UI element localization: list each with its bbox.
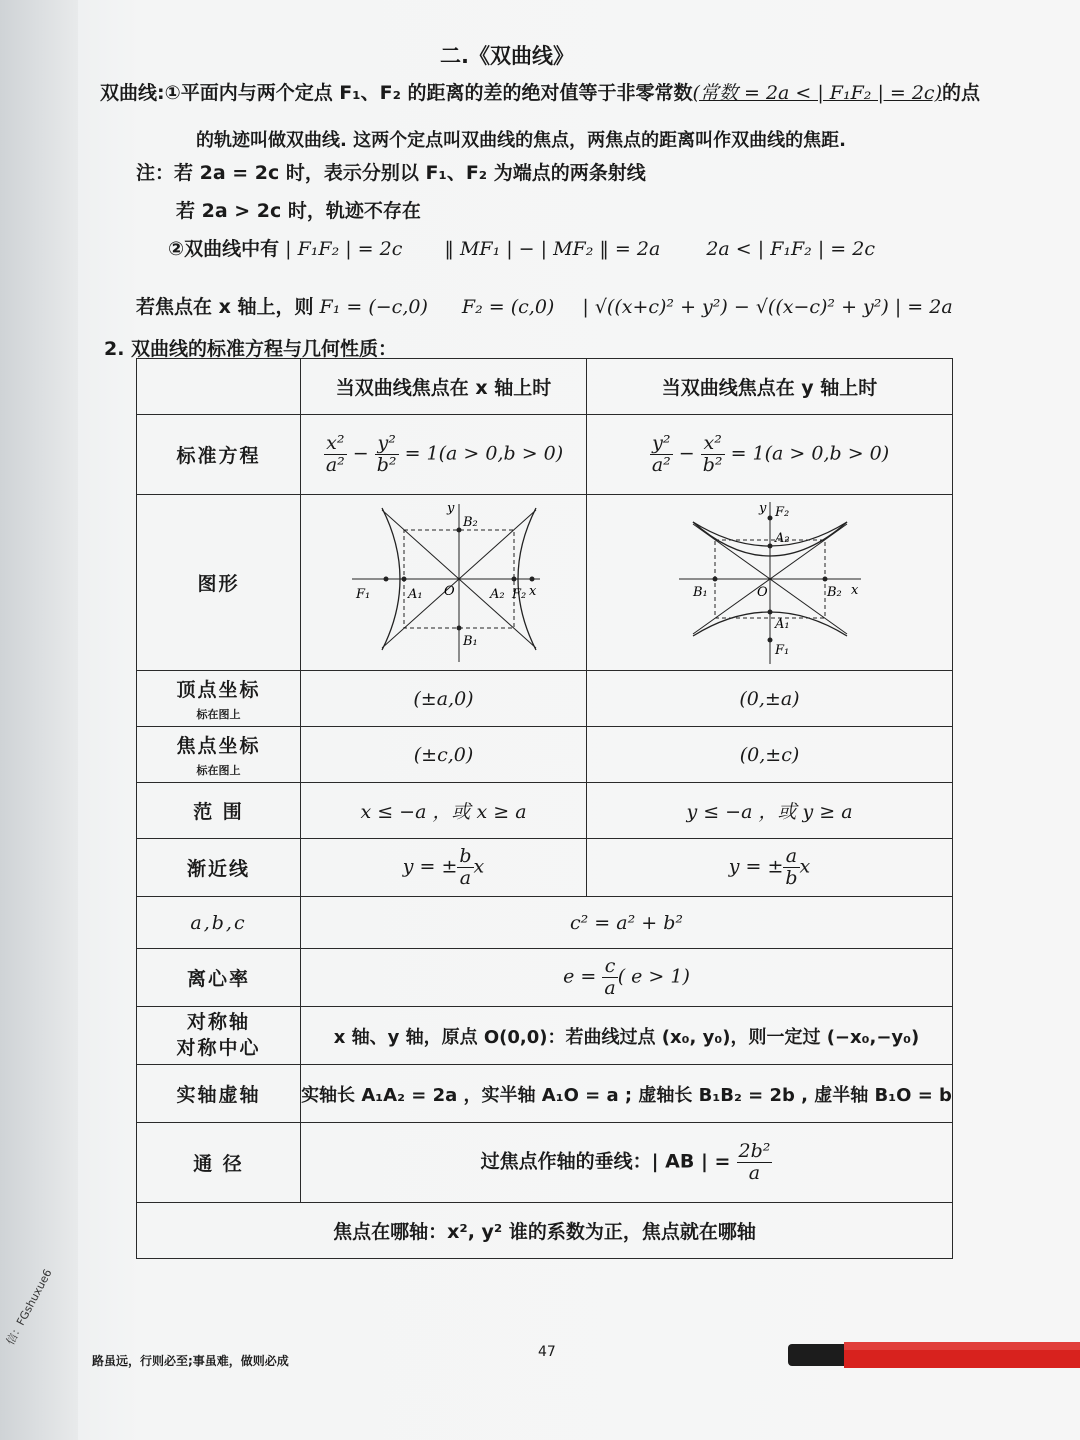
asymptote-x: y = ± $\frac{b}{a}$ x <box>301 839 587 897</box>
fig-label-a1: A₁ <box>407 587 423 602</box>
abc-relation: c² = a² + b² <box>301 897 953 949</box>
item-2-inequality: 2a < | F₁F₂ | = 2c <box>706 238 875 260</box>
definition-label: 双曲线: <box>100 82 165 104</box>
table-row <box>137 949 953 1007</box>
definition-line-2: 的轨迹叫做双曲线. 这两个定点叫双曲线的焦点，两焦点的距离叫作双曲线的焦距. <box>196 130 846 151</box>
table-row <box>137 495 953 671</box>
fig-label-b1: B₁ <box>692 585 708 600</box>
fig-label-a2: A₂ <box>489 587 505 602</box>
fig-label-o: O <box>443 584 455 599</box>
fig-label-b2: B₂ <box>462 515 478 530</box>
standard-equation-y: $\frac{\text{y²}}{\text{a²}}$ − $\frac{\text{x²}}{\text{b²}}$ = 1(a > 0,b > 0) <box>587 415 953 495</box>
fraction: $\frac{\text{y²}}{\text{b²}}$ <box>376 432 397 476</box>
fig-label-a1: A₁ <box>774 617 790 632</box>
fig-label-y: y <box>446 501 454 516</box>
table-row <box>137 1123 953 1203</box>
fraction: $\frac{a}{b}$ <box>785 845 798 889</box>
definition-tail: 的点 <box>941 82 980 104</box>
vertex-x: (±a,0) <box>301 671 587 727</box>
fig-label-f2: F₂ <box>774 505 789 520</box>
properties-table <box>136 358 953 1259</box>
item-2-line <box>168 234 875 261</box>
hyperbola-x-figure <box>344 500 544 665</box>
hyperbola-y-figure <box>675 500 865 665</box>
symmetry-value: x 轴、y 轴，原点 O(0,0)：若曲线过点 (x₀, y₀)，则一定过 (−x₀,−y₀) <box>301 1007 953 1065</box>
fraction: $\frac{c}{a}$ <box>604 955 616 999</box>
foci-line <box>136 292 953 319</box>
axes-value: 实轴长 A₁A₂ = 2a ，实半轴 A₁O = a ; 虚轴长 B₁B₂ = 2b , 虚半轴 B₁O = b <box>301 1065 953 1123</box>
fig-label-x: x <box>528 584 536 599</box>
table-row <box>137 1203 953 1259</box>
fraction: $\frac{\text{x²}}{\text{b²}}$ <box>702 432 723 476</box>
table-row <box>137 1007 953 1065</box>
label-standard-equation: 标准方程 <box>137 415 301 495</box>
table-row <box>137 415 953 495</box>
side-watermark: 信：FGshuxue6 <box>3 1266 55 1348</box>
vertex-y: (0,±a) <box>587 671 953 727</box>
section-2-heading: 2. 双曲线的标准方程与几何性质： <box>104 338 398 360</box>
item-2-label: ②双曲线中有 <box>168 238 280 260</box>
table-row <box>137 1065 953 1123</box>
fig-label-b2: B₂ <box>826 585 842 600</box>
latus-rectum-value: 过焦点作轴的垂线：| AB | = $\frac{\text{2b²}}{a}$ <box>301 1123 953 1203</box>
footer-motto: 路虽远，行则必至;事虽难，做则必成 <box>92 1354 289 1368</box>
table-row <box>137 783 953 839</box>
bottom-note: 焦点在哪轴：x², y² 谁的系数为正，焦点就在哪轴 <box>137 1203 953 1259</box>
focus-x: (±c,0) <box>301 727 587 783</box>
label-symmetry: 对称轴 对称中心 <box>137 1007 301 1065</box>
definition-text-1: ①平面内与两个定点 F₁、F₂ 的距离的差的绝对值等于非零常数 <box>164 82 693 104</box>
label-figure: 图形 <box>137 495 301 671</box>
foci-f2: F₂ = (c,0) <box>461 296 555 318</box>
header-x-axis: 当双曲线焦点在 x 轴上时 <box>301 359 587 415</box>
label-eccentricity: 离心率 <box>137 949 301 1007</box>
asymptote-y: y = ± $\frac{a}{b}$ x <box>587 839 953 897</box>
item-2-focal-distance: | F₁F₂ | = 2c <box>285 238 403 260</box>
foci-equation: | √((x+c)² + y²) − √((x−c)² + y²) | = 2a <box>582 296 953 318</box>
fig-label-f1: F₁ <box>355 587 370 602</box>
facing-page-edge <box>0 0 78 1440</box>
foci-label: 若焦点在 x 轴上，则 <box>136 296 314 318</box>
label-latus-rectum: 通 径 <box>137 1123 301 1203</box>
focus-y: (0,±c) <box>587 727 953 783</box>
figure-y-axis-cell <box>587 495 953 671</box>
label-abc: a,b,c <box>137 897 301 949</box>
definition-line-1 <box>100 78 980 105</box>
page-title: 二.《双曲线》 <box>440 44 574 68</box>
foci-f1: F₁ = (−c,0) <box>319 296 428 318</box>
fig-label-b1: B₁ <box>462 634 478 649</box>
fraction: $\frac{\text{y²}}{\text{a²}}$ <box>651 432 671 476</box>
range-x: x ≤ −a ，或 x ≥ a <box>301 783 587 839</box>
fig-label-a2: A₂ <box>774 531 790 546</box>
page-number: 47 <box>538 1344 556 1360</box>
red-pen <box>788 1336 1080 1372</box>
item-2-difference: ‖ MF₁ | − | MF₂ ‖ = 2a <box>444 238 661 260</box>
table-row <box>137 671 953 727</box>
definition-constant: (常数 = 2a < | F₁F₂ | = 2c) <box>692 82 942 104</box>
range-y: y ≤ −a ，或 y ≥ a <box>587 783 953 839</box>
header-y-axis: 当双曲线焦点在 y 轴上时 <box>587 359 953 415</box>
eccentricity-value: e = $\frac{c}{a}$ ( e > 1) <box>301 949 953 1007</box>
label-asymptote: 渐近线 <box>137 839 301 897</box>
label-vertex: 顶点坐标 标在图上 <box>137 671 301 727</box>
figure-x-axis-cell <box>301 495 587 671</box>
table-row <box>137 839 953 897</box>
table-row <box>137 359 953 415</box>
label-range: 范 围 <box>137 783 301 839</box>
standard-equation-x: $\frac{\text{x²}}{\text{a²}}$ − $\frac{\text{y²}}{\text{b²}}$ = 1(a > 0,b > 0) <box>301 415 587 495</box>
fraction: $\frac{b}{a}$ <box>459 845 472 889</box>
fig-label-f2: F₂ <box>511 587 526 602</box>
note-2: 若 2a > 2c 时，轨迹不存在 <box>176 200 421 222</box>
fraction: $\frac{\text{x²}}{\text{a²}}$ <box>325 432 345 476</box>
label-axes: 实轴虚轴 <box>137 1065 301 1123</box>
fig-label-o: O <box>756 585 768 600</box>
fraction: $\frac{\text{2b²}}{a}$ <box>738 1140 771 1184</box>
fig-label-x: x <box>850 583 858 598</box>
table-row <box>137 727 953 783</box>
fig-label-f1: F₁ <box>774 643 789 658</box>
note-1: 注：若 2a = 2c 时，表示分别以 F₁、F₂ 为端点的两条射线 <box>136 162 646 184</box>
label-focus: 焦点坐标 标在图上 <box>137 727 301 783</box>
table-corner <box>137 359 301 415</box>
fig-label-y: y <box>758 501 766 516</box>
table-row <box>137 897 953 949</box>
